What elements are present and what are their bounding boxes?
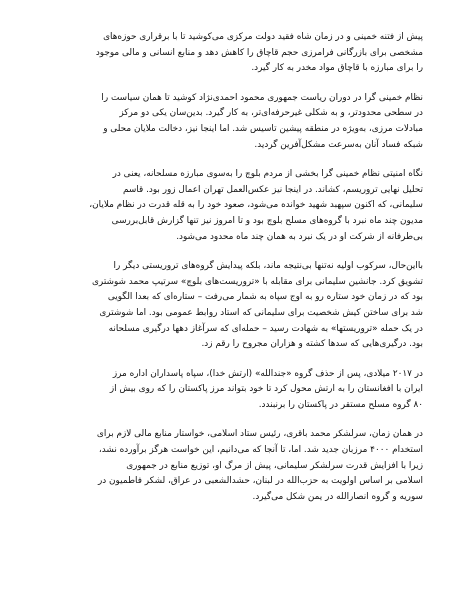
paragraph-2 [40,91,423,153]
text-line: شبکه فساد آنان به‌سرعت مشکل‌آفرین گردید. [254,139,423,150]
paragraph-5 [40,367,423,414]
text-line: در سطحی محدودتر، و به شکلی غیرحرفه‌ای‌تر، به کار گیرد. بدین‌سان یکی دو مرکز [119,108,423,119]
text-line: در همان زمان، سرلشکر محمد باقری، رئیس ستاد اسلامی، خواستار منابع مالی لازم برای [96,429,423,440]
text-line: مدیون چند ماه نبرد با گروه‌های مسلح بلوچ بود و تا امروز نیز تنها گزارش قابل‌بررسی [111,215,423,226]
paragraph-3 [40,167,423,245]
text-line: را برای مبارزه با قاچاق مواد مخدر به کار گیرد. [251,63,423,74]
text-line: سلیمانی، که اکنون سپهبد شهید خوانده می‌شود، صعود خود را به قله قدرت در نظام ملایان، [89,200,423,211]
text-line: نگاه امنیتی نظام خمینی گرا بخشی از مردم بلوچ را به‌سوی مبارزه مسلحانه، یعنی در [112,169,423,180]
text-line: بااین‌حال، سرکوب اولیه نه‌تنها بی‌نتیجه ماند، بلکه پیدایش گروه‌های تروریستی دیگر را [113,261,423,272]
text-line: بود که در زمان خود ستاره رو به اوج سپاه به شمار می‌رفت – ستاره‌ای که بعدا الگویی [107,292,423,303]
paragraph-1 [40,30,423,77]
text-line: مبادلات مرزی، به‌ویژه در منطقه پیشین تاسیس شد. اما اینجا نیز، دخالت ملایان محلی و [103,123,423,134]
text-line: در یک حمله «تروریستها» به شهادت رسید – حمله‌ای که سرآغاز دهها درگیری مسلحانه [108,323,423,334]
text-line: در ۲۰۱۷ میلادی، پس از حذف گروه «جندالله» (ارتش خدا)، سپاه پاسداران اداره مرز [112,368,423,379]
text-line: پیش از فتنه خمینی و در زمان شاه فقید دولت مرکزی می‌کوشید تا با برقراری حوزه‌های [103,32,423,42]
text-line: ایران با افغانستان را به ارتش محول کرد تا خود بتواند مرز پاکستان را که روی بیش از [109,384,423,395]
text-line: ۸۰ گروه مسلح مستقر در پاکستان را برنبندد. [258,399,423,410]
text-line: سوریه و گروه انصارالله در یمن شکل می‌گیرد. [252,491,423,502]
text-line: بود. درگیری‌هایی که سدها کشته و هزاران مجروح را رقم زد. [201,339,423,350]
text-line: تشویق کرد. جانشین سلیمانی برای مقابله با «تروریست‌های بلوچ» سرتیپ محمد شوشتری [91,276,423,287]
paragraph-4 [40,259,423,353]
paragraph-6 [40,427,423,505]
text-line: نظام خمینی گرا در دوران ریاست جمهوری محمود احمدی‌نژاد کوشید تا همان سیاست را [101,92,423,103]
text-line: اسلامی بر اساس اولویت به حزب‌الله در لبنان، حشدالشعبی در عراق، لشکر فاطمیون در [97,476,423,487]
text-line: شد برای ساختن کیش شخصیت برای سلیمانی که استاد روابط عمومی بود. اما شوشتری [99,307,423,318]
text-line: بی‌طرفانه از شرکت او در یک نبرد به همان چند ماه محدود می‌شود. [176,231,423,242]
text-line: استخدام ۴۰۰۰ مرزبان جدید شد. اما، تا آنجا که می‌دانیم، این خواست هرگز برآورده نشد، [98,445,423,456]
text-line: مشخصی برای بازرگانی فرامرزی حجم قاچاق را کاهش دهد و منابع انسانی و مالی موجود [95,47,423,58]
text-line: زیرا با افزایش قدرت سرلشکر سلیمانی، پیش از مرگ او، توزیع منابع در جمهوری [126,460,423,471]
text-line: تحلیل نهایی تروریسم، کشاند. در اینجا نیز عکس‌العمل تهران اعمال زور بود. قاسم [122,184,423,195]
